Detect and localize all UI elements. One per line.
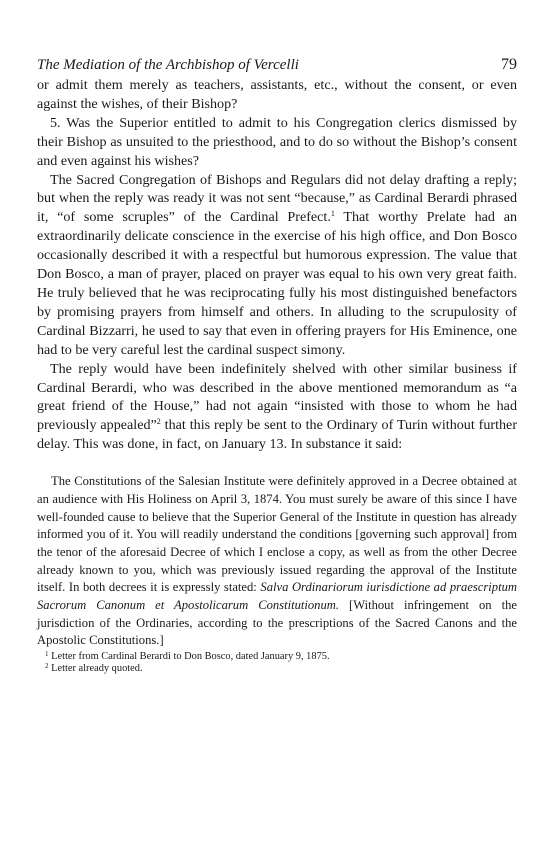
footnotes <box>37 651 517 676</box>
footnote-marker: 2 <box>45 662 49 671</box>
latin-quotation: Salva Ordinariorum iurisdictione ad praescriptum Sacrorum Canonum et Apostolicarum Constitutionum. <box>37 580 517 613</box>
block-quote <box>37 473 517 650</box>
footnote-text: Letter already quoted. <box>51 663 143 675</box>
page-number: 79 <box>501 56 517 73</box>
paragraph <box>37 360 517 455</box>
footnote-reference: 1 <box>330 209 335 219</box>
footnote <box>37 651 517 663</box>
running-title: The Mediation of the Archbishop of Vercelli <box>37 57 299 73</box>
footnote <box>37 663 517 675</box>
paragraph-text: The reply would have been indefinitely shelved with other similar business if Cardinal Berardi, who was described in the above mentioned memorandum as “a great friend of the House,” had not again “insisted with those to whom he had previously appealed” <box>37 360 517 434</box>
paragraph <box>37 114 517 171</box>
quote-paragraph <box>37 473 517 650</box>
paragraph <box>37 171 517 360</box>
paragraph-text: 5. Was the Superior entitled to admit to his Congregation clerics dismissed by their Bishop as unsuited to the priesthood, and to do so without the Bishop’s consent and even against his wishes? <box>37 114 517 169</box>
footnote-text: Letter from Cardinal Berardi to Don Bosco, dated January 9, 1875. <box>51 651 330 663</box>
paragraph-text: That worthy Prelate had an extraordinarily delicate conscience in the exercise of his high office, and Don Bosco occasionally described it with a respectful but humorous expression. The value that Don Bosco, a man of prayer, placed on prayer was equal to his own very great faith. He truly believed that he was reciprocating fully his most distinguished benefactors by promising prayers from himself and others. In alluding to the scrupulosity of Cardinal Bizzarri, he used to say that even in offering prayers for His Eminence, one had to be very careful lest the cardinal suspect simony. <box>37 209 517 358</box>
paragraph <box>37 76 517 114</box>
body-text <box>37 76 517 454</box>
paragraph-text: that this reply be sent to the Ordinary of Turin without further delay. This was done, in fact, on January 13. In substance it said: <box>37 417 518 453</box>
quote-text: [Without infringement on the jurisdiction of the Ordinaries, according to the prescriptions of the Sacred Canons and the Apostolic Constitutions.] <box>37 598 517 648</box>
paragraph-text: The Sacred Congregation of Bishops and Regulars did not delay drafting a reply; but when the reply was ready it was not sent “because,” as Cardinal Berardi phrased it, “of some scruples” of the Cardinal Prefect. <box>37 171 517 226</box>
footnote-reference: 2 <box>156 417 161 427</box>
footnote-marker: 1 <box>45 650 49 659</box>
book-page <box>37 55 517 676</box>
running-header <box>37 55 517 75</box>
paragraph-text: or admit them merely as teachers, assistants, etc., without the consent, or even against the wishes, of their Bishop? <box>37 77 517 112</box>
quote-text: The Constitutions of the Salesian Institute were definitely approved in a Decree obtained at an audience with His Holiness on April 3, 1874. You must surely be aware of this since I have well-founded cause to believe that the Superior General of the Institute in question has already informed you of it. You will readily understand the conditions [governing such approval] from the tenor of the aforesaid Decree of which I enclose a copy, as well as from the other Decree already known to you, which was previously issued regarding the approval of the Institute itself. In both decrees it is expressly stated: <box>37 474 517 595</box>
